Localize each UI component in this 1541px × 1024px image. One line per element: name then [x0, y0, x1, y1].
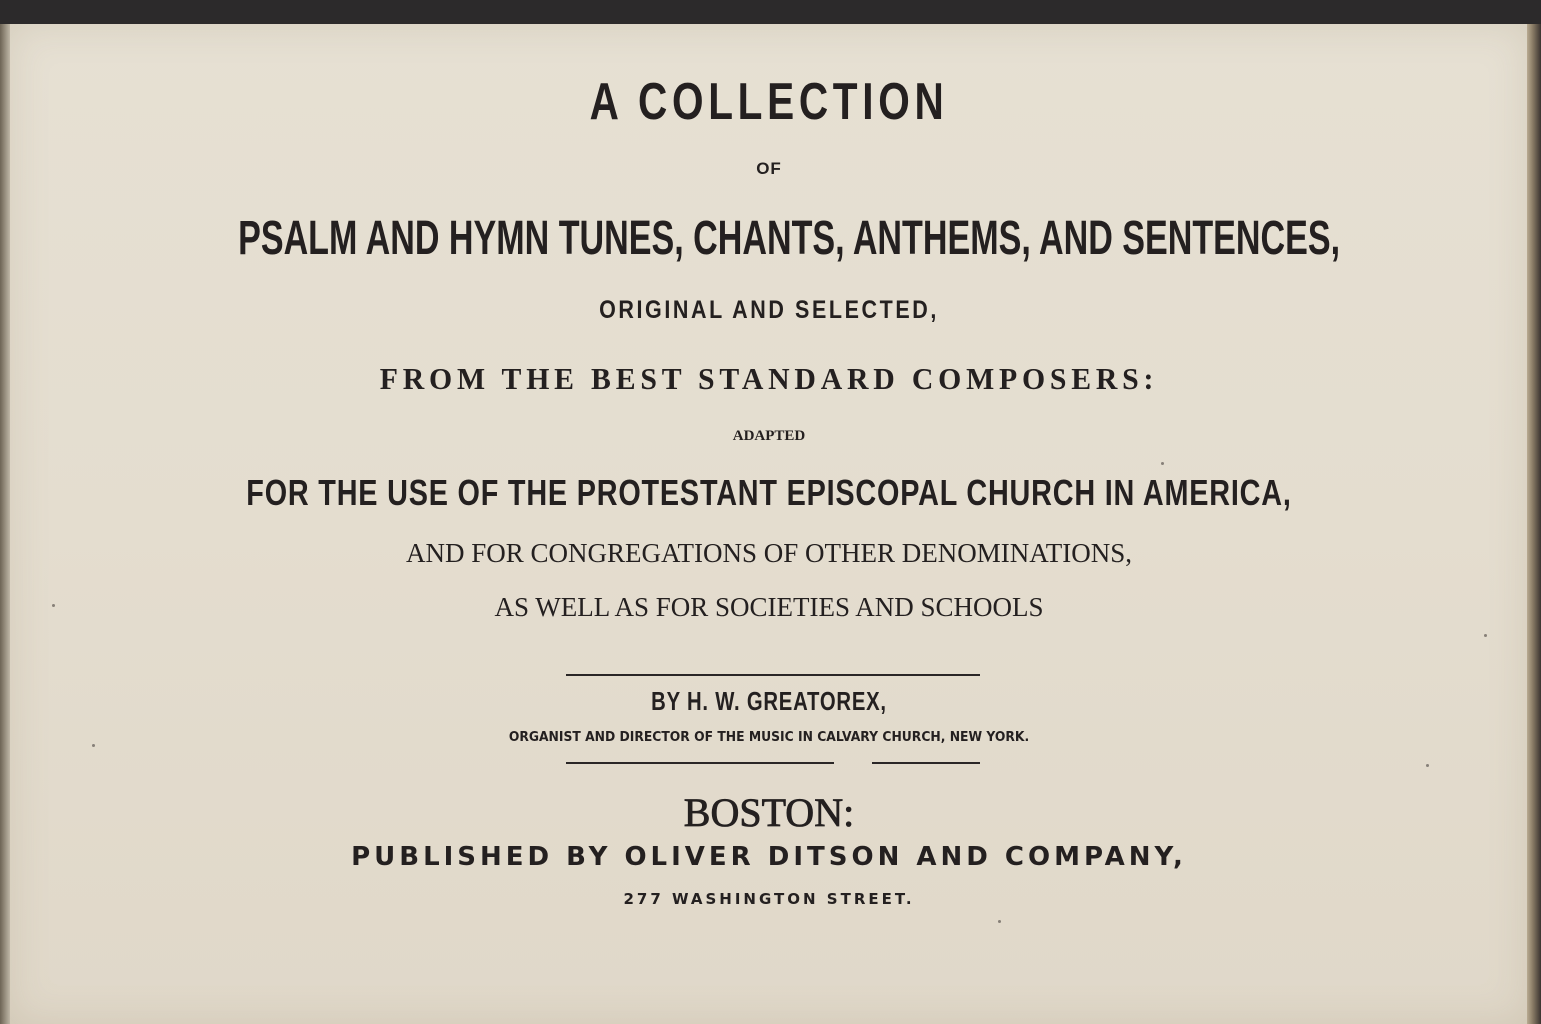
title-line-societies-and-schools: AS WELL AS FOR SOCIETIES AND SCHOOLS	[494, 592, 1044, 622]
paper-speck	[1484, 634, 1487, 637]
title-line-collection: A COLLECTION	[589, 73, 949, 131]
paper-speck	[52, 604, 55, 607]
title-line-composers: FROM THE BEST STANDARD COMPOSERS:	[379, 361, 1159, 396]
paper-speck	[1426, 764, 1429, 767]
title-page	[10, 24, 1528, 1024]
publisher-city: BOSTON:	[683, 790, 855, 835]
publisher-address: 277 WASHINGTON STREET.	[623, 890, 915, 908]
paper-speck	[92, 744, 95, 747]
author-name: BY H. W. GREATOREX,	[651, 686, 887, 716]
paper-speck	[998, 920, 1001, 923]
title-line-adapted: ADAPTED	[732, 428, 806, 444]
divider-rule-top	[566, 674, 980, 676]
paper-speck	[1161, 462, 1164, 465]
author-title: ORGANIST AND DIRECTOR OF THE MUSIC IN CALVARY CHURCH, NEW YORK.	[508, 730, 1030, 745]
page-right-edge	[1527, 24, 1541, 1024]
title-line-protestant-episcopal-church: FOR THE USE OF THE PROTESTANT EPISCOPAL CHURCH IN AMERICA,	[246, 472, 1292, 513]
divider-rule-bottom-right	[872, 762, 980, 764]
title-line-psalm-and-hymn-tunes: PSALM AND HYMN TUNES, CHANTS, ANTHEMS, AND SENTENCES,	[238, 212, 1341, 265]
title-line-original-and-selected: ORIGINAL AND SELECTED,	[599, 296, 939, 324]
title-line-of: OF	[756, 159, 782, 178]
publisher-name: PUBLISHED BY OLIVER DITSON AND COMPANY,	[351, 842, 1187, 872]
divider-rule-bottom-left	[566, 762, 834, 764]
title-line-other-denominations: AND FOR CONGREGATIONS OF OTHER DENOMINATIONS,	[405, 538, 1133, 568]
